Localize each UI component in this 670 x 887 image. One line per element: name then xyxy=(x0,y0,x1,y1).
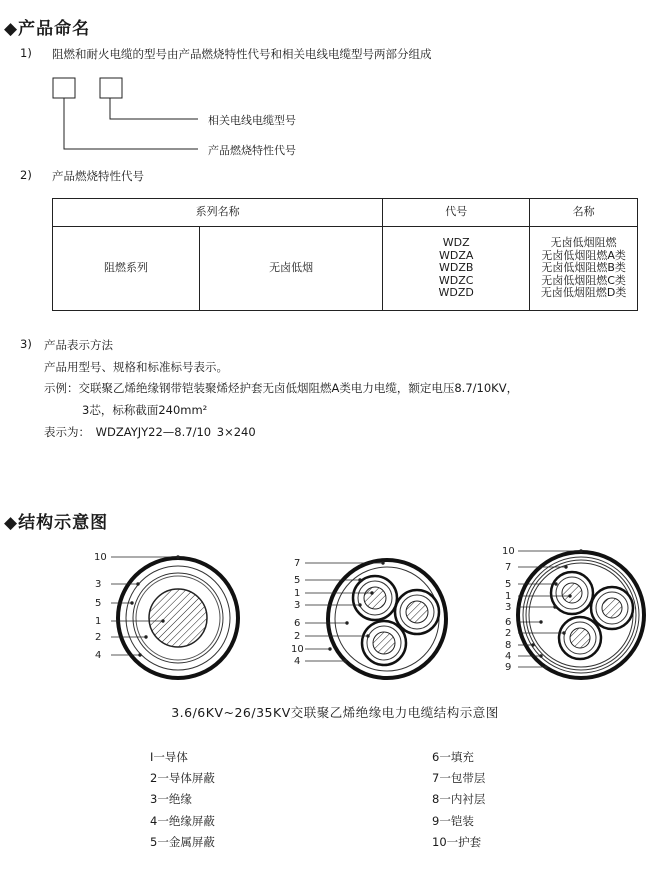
diagram-3-label: 3 xyxy=(505,602,512,613)
diagram-2-label: 6 xyxy=(294,618,301,629)
diagram-1-label: 4 xyxy=(95,650,102,661)
legend-item: 8一内衬层 xyxy=(432,792,486,807)
name-value: 无卤低烟阻燃A类 xyxy=(541,248,626,262)
item-3-line-3: 3芯，标称截面240mm² xyxy=(82,403,208,417)
cell-names xyxy=(530,227,638,311)
cell-sub: 无卤低烟 xyxy=(200,227,383,311)
name-value: 无卤低烟阻燃B类 xyxy=(541,261,626,275)
code-value: WDZC xyxy=(438,273,474,287)
item-3-line-4: 表示为： WDZAYJY22—8.7/10 3×240 xyxy=(44,425,256,439)
item-3-line-1: 产品用型号、规格和标准标号表示。 xyxy=(44,360,228,374)
model-code-diagram xyxy=(0,0,670,170)
diagram-1-label: 3 xyxy=(95,579,102,590)
name-value: 无卤低烟阻燃 xyxy=(550,236,617,250)
label-burn-code: 产品燃烧特性代号 xyxy=(208,144,296,157)
table-header-row xyxy=(53,199,638,227)
three-core-cable-diagram xyxy=(291,558,446,678)
item-1-number: 1) xyxy=(20,46,32,60)
code-value: WDZB xyxy=(438,261,474,275)
item-2-number: 2) xyxy=(20,168,32,182)
item-1-text: 阻燃和耐火电缆的型号由产品燃烧特性代号和相关电线电缆型号两部分组成 xyxy=(52,47,432,61)
cell-codes xyxy=(383,227,530,311)
diagram-2-label: 5 xyxy=(294,575,301,586)
diagram-3-label: 8 xyxy=(505,640,512,651)
item-3-line-2: 示例：交联聚乙烯绝缘钢带铠装聚烯烃护套无卤低烟阻燃A类电力电缆，额定电压8.7/10KV， xyxy=(44,381,519,395)
diagram-1-label: 5 xyxy=(95,598,102,609)
legend-item: 5一金属屏蔽 xyxy=(150,834,215,849)
diagram-2-label: 1 xyxy=(294,588,301,599)
single-core-cable-diagram xyxy=(94,552,238,678)
diagram-2-label: 4 xyxy=(294,656,301,667)
legend-item: I一导体 xyxy=(150,750,188,764)
diagram-3-label: 1 xyxy=(505,591,512,602)
diagram-3-label: 7 xyxy=(505,562,512,573)
code-value: WDZA xyxy=(438,248,474,262)
diagram-3-label: 6 xyxy=(505,617,512,628)
code-box-2 xyxy=(100,78,122,98)
legend-item: 3一绝缘 xyxy=(150,792,192,807)
diagram-1-label: 10 xyxy=(94,552,107,563)
diagram-2-label: 10 xyxy=(291,644,304,655)
code-box-1 xyxy=(53,78,75,98)
diagram-1-label: 1 xyxy=(95,616,102,627)
header-name: 名称 xyxy=(530,199,638,227)
header-series: 系列名称 xyxy=(53,199,383,227)
code-value: WDZD xyxy=(438,286,474,300)
diagram-3-label: 9 xyxy=(505,662,512,673)
item-3-number: 3) xyxy=(20,337,32,351)
legend-item: 4一绝缘屏蔽 xyxy=(150,813,215,828)
connector-line-2 xyxy=(64,98,198,149)
diagram-caption: 3.6/6KV~26/35KV交联聚乙烯绝缘电力电缆结构示意图 xyxy=(171,705,499,720)
cable-cross-section-diagrams xyxy=(0,535,670,685)
diagram-1-label: 2 xyxy=(95,632,102,643)
diagram-3-label: 2 xyxy=(505,628,512,639)
armoured-three-core-cable-diagram xyxy=(502,546,644,678)
item-2-text: 产品燃烧特性代号 xyxy=(52,169,144,183)
name-value: 无卤低烟阻燃D类 xyxy=(540,286,627,300)
table-row xyxy=(53,227,638,311)
diagram-2-label: 7 xyxy=(294,558,301,569)
diagram-2-label: 3 xyxy=(294,600,301,611)
diagram-3-label: 4 xyxy=(505,651,512,662)
cell-series: 阻燃系列 xyxy=(53,227,200,311)
diagram-3-label: 5 xyxy=(505,579,512,590)
legend-item: 10一护套 xyxy=(432,834,482,849)
connector-line-1 xyxy=(110,98,198,119)
name-value: 无卤低烟阻燃C类 xyxy=(541,273,626,287)
legend-item: 7一包带层 xyxy=(432,771,486,786)
legend-item: 6一填充 xyxy=(432,750,474,764)
section-title-structure: ◆结构示意图 xyxy=(4,513,109,533)
diagram-3-label: 10 xyxy=(502,546,515,557)
section-title-naming: ◆产品命名 xyxy=(4,19,91,39)
diagram-2-label: 2 xyxy=(294,631,301,642)
header-code: 代号 xyxy=(383,199,530,227)
legend-left xyxy=(150,747,215,853)
label-cable-model: 相关电线电缆型号 xyxy=(208,114,296,127)
item-3-title: 产品表示方法 xyxy=(44,338,113,352)
burn-code-table xyxy=(52,198,638,311)
legend-item: 9一铠装 xyxy=(432,813,474,828)
code-value: WDZ xyxy=(442,236,470,250)
legend-item: 2一导体屏蔽 xyxy=(150,771,215,786)
legend-right xyxy=(432,747,485,853)
